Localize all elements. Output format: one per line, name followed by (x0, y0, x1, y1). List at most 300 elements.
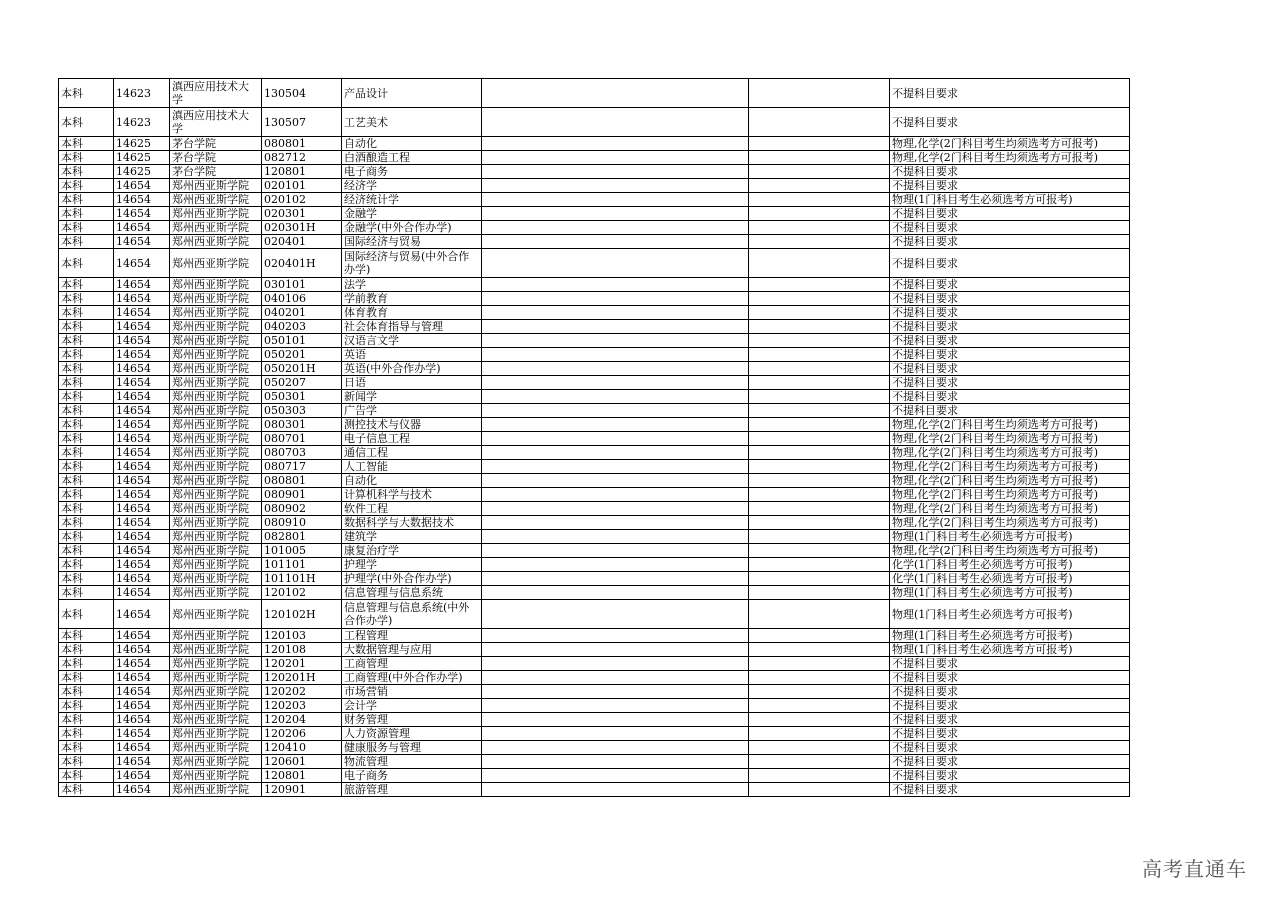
cell-subject-requirement: 不提科目要求 (890, 165, 1130, 179)
cell-major-name: 康复治疗学 (342, 544, 482, 558)
cell-major-code: 020101 (262, 179, 342, 193)
cell-major-code: 080301 (262, 418, 342, 432)
cell-school-code: 14654 (114, 769, 170, 783)
cell-school-name: 郑州西亚斯学院 (170, 629, 262, 643)
cell-school-name: 郑州西亚斯学院 (170, 334, 262, 348)
cell-empty (749, 460, 890, 474)
cell-school-name: 郑州西亚斯学院 (170, 502, 262, 516)
cell-major-name: 旅游管理 (342, 783, 482, 797)
cell-major-name: 社会体育指导与管理 (342, 320, 482, 334)
cell-subject-requirement: 物理(1门科目考生必须选考方可报考) (890, 600, 1130, 629)
cell-school-name: 郑州西亚斯学院 (170, 460, 262, 474)
table-row (59, 179, 1130, 193)
cell-major-name: 通信工程 (342, 446, 482, 460)
cell-empty (749, 193, 890, 207)
cell-empty (482, 530, 749, 544)
cell-empty (749, 292, 890, 306)
cell-level: 本科 (59, 249, 114, 278)
cell-school-name: 郑州西亚斯学院 (170, 600, 262, 629)
cell-subject-requirement: 不提科目要求 (890, 769, 1130, 783)
cell-subject-requirement: 不提科目要求 (890, 390, 1130, 404)
cell-school-name: 郑州西亚斯学院 (170, 348, 262, 362)
table-row (59, 432, 1130, 446)
cell-subject-requirement: 不提科目要求 (890, 278, 1130, 292)
cell-level: 本科 (59, 769, 114, 783)
cell-major-name: 产品设计 (342, 79, 482, 108)
cell-level: 本科 (59, 418, 114, 432)
cell-major-name: 工商管理 (342, 657, 482, 671)
cell-subject-requirement: 物理,化学(2门科目考生均须选考方可报考) (890, 418, 1130, 432)
cell-empty (482, 376, 749, 390)
cell-major-code: 120801 (262, 769, 342, 783)
cell-major-name: 汉语言文学 (342, 334, 482, 348)
cell-school-name: 郑州西亚斯学院 (170, 643, 262, 657)
cell-empty (749, 362, 890, 376)
cell-subject-requirement: 不提科目要求 (890, 685, 1130, 699)
cell-school-name: 郑州西亚斯学院 (170, 320, 262, 334)
cell-level: 本科 (59, 432, 114, 446)
cell-school-name: 郑州西亚斯学院 (170, 783, 262, 797)
cell-school-name: 郑州西亚斯学院 (170, 741, 262, 755)
cell-level: 本科 (59, 404, 114, 418)
cell-major-code: 120108 (262, 643, 342, 657)
cell-major-code: 130507 (262, 108, 342, 137)
cell-school-name: 郑州西亚斯学院 (170, 390, 262, 404)
cell-empty (482, 432, 749, 446)
cell-school-name: 郑州西亚斯学院 (170, 713, 262, 727)
cell-major-code: 080801 (262, 137, 342, 151)
cell-empty (749, 446, 890, 460)
cell-subject-requirement: 物理,化学(2门科目考生均须选考方可报考) (890, 460, 1130, 474)
cell-major-code: 050201 (262, 348, 342, 362)
cell-school-name: 郑州西亚斯学院 (170, 292, 262, 306)
cell-major-code: 082712 (262, 151, 342, 165)
table-row (59, 769, 1130, 783)
table-row (59, 516, 1130, 530)
cell-school-name: 郑州西亚斯学院 (170, 488, 262, 502)
cell-school-name: 郑州西亚斯学院 (170, 221, 262, 235)
cell-empty (482, 727, 749, 741)
cell-level: 本科 (59, 600, 114, 629)
cell-school-code: 14654 (114, 572, 170, 586)
cell-school-name: 郑州西亚斯学院 (170, 432, 262, 446)
cell-major-code: 120202 (262, 685, 342, 699)
cell-major-name: 电子商务 (342, 165, 482, 179)
cell-school-name: 茅台学院 (170, 137, 262, 151)
cell-school-code: 14654 (114, 446, 170, 460)
cell-empty (482, 755, 749, 769)
cell-empty (482, 306, 749, 320)
cell-level: 本科 (59, 713, 114, 727)
cell-empty (482, 516, 749, 530)
cell-major-name: 经济统计学 (342, 193, 482, 207)
cell-empty (749, 235, 890, 249)
cell-level: 本科 (59, 292, 114, 306)
cell-subject-requirement: 不提科目要求 (890, 699, 1130, 713)
cell-empty (482, 278, 749, 292)
cell-empty (749, 306, 890, 320)
table-row (59, 108, 1130, 137)
cell-empty (482, 137, 749, 151)
cell-empty (482, 362, 749, 376)
cell-level: 本科 (59, 657, 114, 671)
table-row (59, 292, 1130, 306)
cell-school-name: 郑州西亚斯学院 (170, 446, 262, 460)
cell-empty (749, 320, 890, 334)
cell-empty (749, 137, 890, 151)
cell-school-code: 14654 (114, 320, 170, 334)
cell-major-name: 白酒酿造工程 (342, 151, 482, 165)
cell-subject-requirement: 不提科目要求 (890, 741, 1130, 755)
cell-school-code: 14654 (114, 755, 170, 769)
table-row (59, 79, 1130, 108)
cell-level: 本科 (59, 334, 114, 348)
table-row (59, 376, 1130, 390)
cell-empty (482, 79, 749, 108)
cell-level: 本科 (59, 488, 114, 502)
cell-school-code: 14654 (114, 586, 170, 600)
cell-empty (749, 179, 890, 193)
cell-level: 本科 (59, 306, 114, 320)
table-row (59, 193, 1130, 207)
cell-school-code: 14654 (114, 460, 170, 474)
cell-level: 本科 (59, 629, 114, 643)
cell-subject-requirement: 不提科目要求 (890, 348, 1130, 362)
cell-empty (749, 544, 890, 558)
table-row (59, 460, 1130, 474)
cell-school-name: 郑州西亚斯学院 (170, 249, 262, 278)
cell-major-code: 101101 (262, 558, 342, 572)
cell-major-code: 082801 (262, 530, 342, 544)
cell-school-code: 14654 (114, 179, 170, 193)
table-row (59, 278, 1130, 292)
cell-major-code: 020301H (262, 221, 342, 235)
cell-empty (482, 685, 749, 699)
cell-empty (482, 460, 749, 474)
cell-major-name: 工程管理 (342, 629, 482, 643)
cell-empty (482, 418, 749, 432)
cell-level: 本科 (59, 165, 114, 179)
cell-major-name: 法学 (342, 278, 482, 292)
cell-subject-requirement: 不提科目要求 (890, 235, 1130, 249)
cell-empty (749, 755, 890, 769)
cell-major-name: 国际经济与贸易 (342, 235, 482, 249)
cell-level: 本科 (59, 151, 114, 165)
cell-level: 本科 (59, 390, 114, 404)
cell-empty (482, 488, 749, 502)
cell-level: 本科 (59, 671, 114, 685)
cell-major-code: 030101 (262, 278, 342, 292)
cell-level: 本科 (59, 643, 114, 657)
table-row (59, 404, 1130, 418)
cell-subject-requirement: 物理,化学(2门科目考生均须选考方可报考) (890, 474, 1130, 488)
cell-school-code: 14654 (114, 685, 170, 699)
cell-major-name: 大数据管理与应用 (342, 643, 482, 657)
cell-major-name: 财务管理 (342, 713, 482, 727)
cell-empty (482, 783, 749, 797)
cell-major-code: 050207 (262, 376, 342, 390)
table-row (59, 320, 1130, 334)
cell-subject-requirement: 不提科目要求 (890, 657, 1130, 671)
cell-subject-requirement: 不提科目要求 (890, 207, 1130, 221)
cell-level: 本科 (59, 108, 114, 137)
admission-table (58, 78, 1130, 797)
cell-empty (482, 179, 749, 193)
cell-major-code: 020401H (262, 249, 342, 278)
cell-major-code: 080902 (262, 502, 342, 516)
cell-subject-requirement: 不提科目要求 (890, 306, 1130, 320)
cell-school-name: 郑州西亚斯学院 (170, 572, 262, 586)
cell-major-code: 050303 (262, 404, 342, 418)
cell-level: 本科 (59, 741, 114, 755)
cell-empty (749, 769, 890, 783)
cell-school-code: 14625 (114, 137, 170, 151)
cell-major-name: 健康服务与管理 (342, 741, 482, 755)
cell-empty (482, 741, 749, 755)
cell-school-code: 14654 (114, 306, 170, 320)
cell-major-code: 120601 (262, 755, 342, 769)
cell-major-name: 工艺美术 (342, 108, 482, 137)
cell-school-code: 14654 (114, 249, 170, 278)
cell-major-code: 020301 (262, 207, 342, 221)
cell-school-code: 14654 (114, 292, 170, 306)
cell-major-name: 英语 (342, 348, 482, 362)
cell-major-name: 电子商务 (342, 769, 482, 783)
cell-school-name: 郑州西亚斯学院 (170, 376, 262, 390)
table-row (59, 418, 1130, 432)
cell-major-name: 护理学 (342, 558, 482, 572)
cell-level: 本科 (59, 446, 114, 460)
cell-major-code: 040106 (262, 292, 342, 306)
cell-level: 本科 (59, 516, 114, 530)
cell-subject-requirement: 不提科目要求 (890, 292, 1130, 306)
cell-empty (749, 727, 890, 741)
cell-subject-requirement: 物理,化学(2门科目考生均须选考方可报考) (890, 137, 1130, 151)
cell-subject-requirement: 化学(1门科目考生必须选考方可报考) (890, 558, 1130, 572)
cell-school-code: 14623 (114, 79, 170, 108)
cell-school-code: 14654 (114, 558, 170, 572)
cell-empty (749, 79, 890, 108)
cell-school-name: 郑州西亚斯学院 (170, 207, 262, 221)
cell-subject-requirement: 不提科目要求 (890, 320, 1130, 334)
table-row (59, 530, 1130, 544)
cell-major-code: 080701 (262, 432, 342, 446)
table-row (59, 207, 1130, 221)
cell-level: 本科 (59, 137, 114, 151)
cell-level: 本科 (59, 348, 114, 362)
cell-empty (482, 404, 749, 418)
cell-school-name: 郑州西亚斯学院 (170, 516, 262, 530)
cell-school-name: 郑州西亚斯学院 (170, 306, 262, 320)
cell-subject-requirement: 不提科目要求 (890, 179, 1130, 193)
cell-major-name: 经济学 (342, 179, 482, 193)
cell-level: 本科 (59, 727, 114, 741)
cell-empty (482, 629, 749, 643)
cell-major-name: 日语 (342, 376, 482, 390)
table-row (59, 685, 1130, 699)
cell-major-code: 040201 (262, 306, 342, 320)
table-row (59, 390, 1130, 404)
cell-major-code: 120102H (262, 600, 342, 629)
cell-school-code: 14654 (114, 502, 170, 516)
cell-subject-requirement: 不提科目要求 (890, 79, 1130, 108)
cell-level: 本科 (59, 783, 114, 797)
cell-subject-requirement: 不提科目要求 (890, 671, 1130, 685)
cell-empty (482, 334, 749, 348)
cell-level: 本科 (59, 699, 114, 713)
cell-school-code: 14654 (114, 193, 170, 207)
cell-subject-requirement: 不提科目要求 (890, 376, 1130, 390)
cell-school-code: 14654 (114, 348, 170, 362)
table-row (59, 643, 1130, 657)
cell-subject-requirement: 物理(1门科目考生必须选考方可报考) (890, 193, 1130, 207)
cell-empty (749, 713, 890, 727)
cell-major-code: 050101 (262, 334, 342, 348)
cell-major-name: 市场营销 (342, 685, 482, 699)
cell-major-code: 080901 (262, 488, 342, 502)
cell-school-name: 郑州西亚斯学院 (170, 544, 262, 558)
cell-subject-requirement: 物理,化学(2门科目考生均须选考方可报考) (890, 502, 1130, 516)
cell-school-name: 郑州西亚斯学院 (170, 530, 262, 544)
cell-major-name: 新闻学 (342, 390, 482, 404)
table-row (59, 151, 1130, 165)
cell-empty (749, 572, 890, 586)
cell-major-name: 人工智能 (342, 460, 482, 474)
cell-major-name: 计算机科学与技术 (342, 488, 482, 502)
cell-level: 本科 (59, 362, 114, 376)
cell-major-name: 数据科学与大数据技术 (342, 516, 482, 530)
table-row (59, 235, 1130, 249)
table-row (59, 165, 1130, 179)
cell-subject-requirement: 物理(1门科目考生必须选考方可报考) (890, 643, 1130, 657)
cell-empty (749, 685, 890, 699)
cell-school-code: 14625 (114, 165, 170, 179)
cell-major-code: 120201H (262, 671, 342, 685)
cell-subject-requirement: 物理,化学(2门科目考生均须选考方可报考) (890, 488, 1130, 502)
table-row (59, 741, 1130, 755)
table-row (59, 586, 1130, 600)
table-row (59, 572, 1130, 586)
cell-empty (749, 278, 890, 292)
cell-empty (749, 488, 890, 502)
cell-level: 本科 (59, 207, 114, 221)
table-body (59, 79, 1130, 797)
cell-empty (482, 320, 749, 334)
cell-empty (482, 446, 749, 460)
cell-subject-requirement: 不提科目要求 (890, 404, 1130, 418)
cell-empty (482, 348, 749, 362)
cell-major-code: 080801 (262, 474, 342, 488)
cell-school-code: 14623 (114, 108, 170, 137)
cell-major-code: 080910 (262, 516, 342, 530)
cell-school-name: 郑州西亚斯学院 (170, 474, 262, 488)
cell-school-code: 14654 (114, 657, 170, 671)
cell-school-code: 14654 (114, 530, 170, 544)
cell-empty (482, 699, 749, 713)
table-row (59, 137, 1130, 151)
cell-level: 本科 (59, 530, 114, 544)
cell-major-code: 120410 (262, 741, 342, 755)
cell-major-code: 120201 (262, 657, 342, 671)
cell-subject-requirement: 物理,化学(2门科目考生均须选考方可报考) (890, 544, 1130, 558)
cell-empty (482, 165, 749, 179)
cell-school-code: 14625 (114, 151, 170, 165)
cell-empty (482, 600, 749, 629)
cell-school-code: 14654 (114, 235, 170, 249)
cell-major-name: 广告学 (342, 404, 482, 418)
cell-school-code: 14654 (114, 418, 170, 432)
cell-empty (482, 474, 749, 488)
cell-empty (482, 390, 749, 404)
cell-subject-requirement: 物理(1门科目考生必须选考方可报考) (890, 586, 1130, 600)
cell-major-name: 护理学(中外合作办学) (342, 572, 482, 586)
cell-empty (749, 783, 890, 797)
cell-school-code: 14654 (114, 671, 170, 685)
cell-empty (749, 390, 890, 404)
cell-empty (482, 235, 749, 249)
cell-school-code: 14654 (114, 629, 170, 643)
cell-school-code: 14654 (114, 376, 170, 390)
table-row (59, 713, 1130, 727)
cell-major-code: 050201H (262, 362, 342, 376)
cell-school-code: 14654 (114, 390, 170, 404)
cell-empty (482, 151, 749, 165)
cell-level: 本科 (59, 79, 114, 108)
cell-major-code: 120801 (262, 165, 342, 179)
cell-empty (749, 629, 890, 643)
cell-school-name: 郑州西亚斯学院 (170, 558, 262, 572)
cell-major-name: 国际经济与贸易(中外合作办学) (342, 249, 482, 278)
cell-school-name: 郑州西亚斯学院 (170, 769, 262, 783)
cell-level: 本科 (59, 376, 114, 390)
cell-major-name: 学前教育 (342, 292, 482, 306)
table-row (59, 544, 1130, 558)
cell-empty (482, 502, 749, 516)
cell-empty (749, 165, 890, 179)
table-row (59, 657, 1130, 671)
cell-major-code: 120901 (262, 783, 342, 797)
cell-level: 本科 (59, 179, 114, 193)
cell-level: 本科 (59, 685, 114, 699)
cell-empty (482, 108, 749, 137)
cell-school-code: 14654 (114, 643, 170, 657)
cell-level: 本科 (59, 755, 114, 769)
cell-empty (749, 699, 890, 713)
cell-school-name: 郑州西亚斯学院 (170, 727, 262, 741)
cell-empty (749, 376, 890, 390)
cell-empty (482, 544, 749, 558)
cell-empty (749, 516, 890, 530)
cell-level: 本科 (59, 221, 114, 235)
cell-school-name: 滇西应用技术大学 (170, 108, 262, 137)
cell-school-name: 郑州西亚斯学院 (170, 193, 262, 207)
cell-subject-requirement: 不提科目要求 (890, 727, 1130, 741)
cell-empty (749, 643, 890, 657)
table-row (59, 306, 1130, 320)
cell-empty (482, 643, 749, 657)
cell-major-code: 080717 (262, 460, 342, 474)
cell-school-name: 郑州西亚斯学院 (170, 235, 262, 249)
table-row (59, 502, 1130, 516)
cell-empty (749, 404, 890, 418)
cell-major-code: 050301 (262, 390, 342, 404)
cell-empty (482, 586, 749, 600)
cell-major-code: 130504 (262, 79, 342, 108)
cell-level: 本科 (59, 586, 114, 600)
cell-level: 本科 (59, 558, 114, 572)
cell-major-code: 120102 (262, 586, 342, 600)
cell-major-name: 建筑学 (342, 530, 482, 544)
